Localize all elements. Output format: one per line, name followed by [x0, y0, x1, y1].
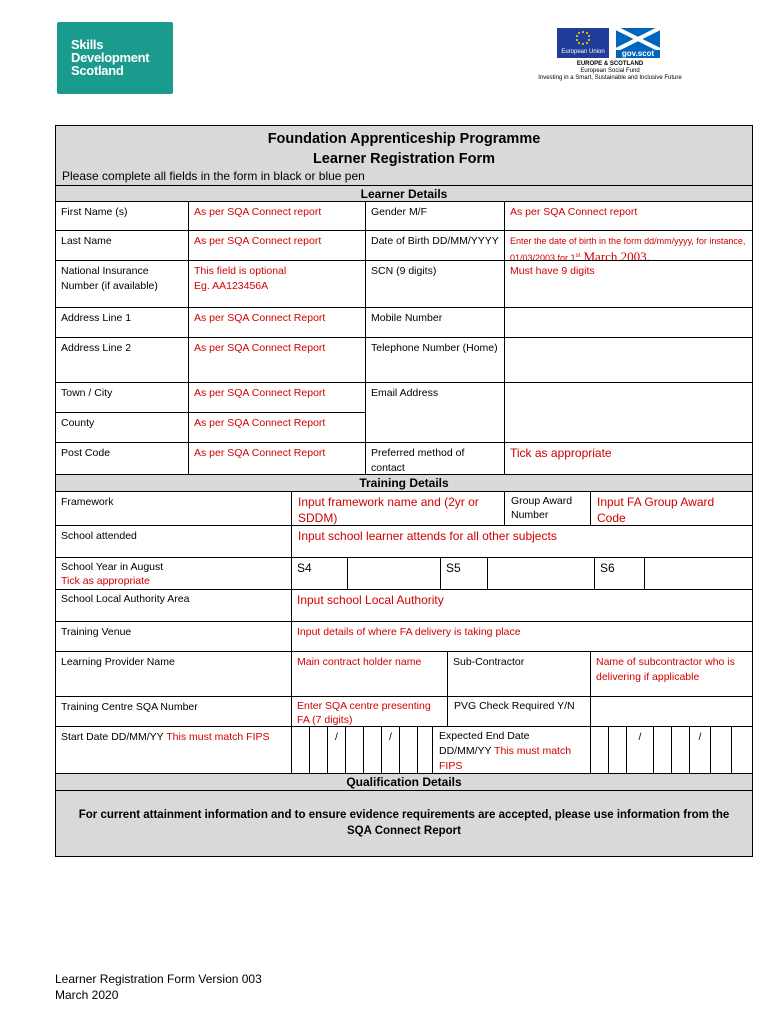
- school-year-text: School Year in August: [61, 561, 164, 573]
- last-name-label: Last Name: [55, 230, 189, 261]
- form-subtitle: Learner Registration Form: [312, 151, 496, 167]
- footer-date: March 2020: [55, 988, 119, 1002]
- county-field[interactable]: As per SQA Connect Report: [188, 412, 366, 443]
- scn-label: SCN (9 digits): [365, 260, 505, 308]
- footer-version: Learner Registration Form Version 003: [55, 972, 262, 986]
- end-date-text: Expected End Date DD/MM/YY: [439, 730, 530, 757]
- sds-logo-line: Development: [71, 50, 150, 65]
- esf-subtitle: European Social Fund: [580, 68, 640, 74]
- end-year-digit[interactable]: [710, 726, 732, 774]
- esf-tagline: Investing in a Smart, Sustainable and Inclusive Future: [538, 75, 682, 81]
- address2-label: Address Line 2: [55, 337, 189, 383]
- dob-field[interactable]: [504, 230, 753, 264]
- start-year-digit[interactable]: [417, 726, 433, 774]
- end-date-hint: This must match FIPS: [439, 745, 572, 772]
- start-day-digit[interactable]: [291, 726, 310, 774]
- start-date-label: [55, 726, 292, 774]
- sds-logo-line: Scotland: [71, 63, 124, 78]
- subcontractor-label: Sub-Contractor: [447, 651, 591, 697]
- address1-label: Address Line 1: [55, 307, 189, 338]
- dob-label: Date of Birth DD/MM/YYYY: [365, 230, 505, 261]
- form-instruction: Please complete all fields in the form in black or blue pen: [55, 168, 753, 186]
- centre-sqa-field[interactable]: Enter SQA centre presenting FA (7 digits): [291, 696, 448, 727]
- email-field[interactable]: [504, 382, 753, 443]
- s5-checkbox[interactable]: [487, 557, 595, 590]
- eu-flag-icon: [557, 28, 609, 58]
- eu-label: European Union: [561, 49, 605, 55]
- centre-sqa-label: Training Centre SQA Number: [55, 696, 292, 727]
- form-title: Foundation Apprenticeship Programme: [267, 131, 541, 147]
- address1-field[interactable]: As per SQA Connect Report: [188, 307, 366, 338]
- date-separator: /: [689, 726, 711, 774]
- pvg-label: PVG Check Required Y/N: [447, 696, 591, 727]
- preferred-contact-label: Preferred method of contact: [365, 442, 505, 475]
- dob-hint: Enter the date of birth in the form dd/mm/yyyy, for instance, 01/03/2003 for 1: [510, 236, 746, 263]
- telephone-field[interactable]: [504, 337, 753, 383]
- date-separator: /: [327, 726, 346, 774]
- date-separator: /: [626, 726, 654, 774]
- framework-label: Framework: [55, 491, 292, 526]
- s4-label: S4: [291, 557, 348, 590]
- provider-field[interactable]: Main contract holder name: [291, 651, 448, 697]
- training-details-header: Training Details: [55, 474, 753, 492]
- end-month-digit[interactable]: [671, 726, 690, 774]
- saltire-icon: [616, 28, 660, 58]
- ni-field[interactable]: [188, 260, 366, 308]
- date-separator: /: [381, 726, 400, 774]
- end-month-digit[interactable]: [653, 726, 672, 774]
- start-day-digit[interactable]: [309, 726, 328, 774]
- dob-hint-sup: st: [575, 253, 581, 259]
- end-day-digit[interactable]: [590, 726, 609, 774]
- s6-checkbox[interactable]: [644, 557, 753, 590]
- dob-hint-end: March 2003.: [580, 249, 650, 264]
- postcode-label: Post Code: [55, 442, 189, 475]
- school-la-label: School Local Authority Area: [55, 589, 292, 622]
- gender-label: Gender M/F: [365, 201, 505, 231]
- school-label: School attended: [55, 525, 292, 558]
- town-field[interactable]: As per SQA Connect Report: [188, 382, 366, 413]
- preferred-contact-field[interactable]: Tick as appropriate: [504, 442, 753, 475]
- mobile-field[interactable]: [504, 307, 753, 338]
- esf-title: EUROPE & SCOTLAND: [576, 61, 644, 67]
- start-date-text: Start Date DD/MM/YY: [61, 731, 167, 743]
- gov-scot-label: gov.scot: [621, 49, 655, 58]
- last-name-field[interactable]: As per SQA Connect report: [188, 230, 366, 261]
- start-year-digit[interactable]: [399, 726, 418, 774]
- ni-hint: This field is optional: [194, 265, 287, 277]
- qualification-header: Qualification Details: [55, 773, 753, 791]
- s5-label: S5: [440, 557, 488, 590]
- first-name-label: First Name (s): [55, 201, 189, 231]
- pvg-field[interactable]: [590, 696, 753, 727]
- first-name-field[interactable]: As per SQA Connect report: [188, 201, 366, 231]
- sds-logo-line: Skills: [71, 37, 104, 52]
- county-label: County: [55, 412, 189, 443]
- ni-label: National Insurance Number (if available): [55, 260, 189, 308]
- end-year-digit[interactable]: [731, 726, 753, 774]
- s6-label: S6: [594, 557, 645, 590]
- start-date-hint: This must match FIPS: [166, 731, 270, 743]
- school-year-hint: Tick as appropriate: [61, 575, 150, 587]
- end-date-label: [432, 726, 591, 774]
- postcode-field[interactable]: As per SQA Connect Report: [188, 442, 366, 475]
- venue-label: Training Venue: [55, 621, 292, 652]
- email-label: Email Address: [365, 382, 505, 443]
- mobile-label: Mobile Number: [365, 307, 505, 338]
- ni-example: Eg. AA123456A: [194, 280, 269, 292]
- qualification-note: For current attainment information and to ensure evidence requirements are accepted, please use information from the SQA Connect Report: [55, 790, 753, 857]
- school-la-field[interactable]: Input school Local Authority: [291, 589, 753, 622]
- provider-label: Learning Provider Name: [55, 651, 292, 697]
- start-month-digit[interactable]: [363, 726, 382, 774]
- school-year-label: [55, 557, 292, 590]
- town-label: Town / City: [55, 382, 189, 413]
- venue-field[interactable]: Input details of where FA delivery is taking place: [291, 621, 753, 652]
- group-award-label: Group Award Number: [504, 491, 591, 526]
- gender-field[interactable]: As per SQA Connect report: [504, 201, 753, 231]
- address2-field[interactable]: As per SQA Connect Report: [188, 337, 366, 383]
- s4-checkbox[interactable]: [347, 557, 441, 590]
- framework-field[interactable]: Input framework name and (2yr or SDDM): [291, 491, 505, 526]
- telephone-label: Telephone Number (Home): [365, 337, 505, 383]
- learner-details-header: Learner Details: [55, 185, 753, 202]
- end-day-digit[interactable]: [608, 726, 627, 774]
- subcontractor-field[interactable]: Name of subcontractor who is delivering if applicable: [590, 651, 753, 697]
- sds-logo: [57, 22, 173, 94]
- scn-field[interactable]: Must have 9 digits: [504, 260, 753, 308]
- group-award-field[interactable]: Input FA Group Award Code: [590, 491, 753, 526]
- school-field[interactable]: Input school learner attends for all other subjects: [291, 525, 753, 558]
- start-month-digit[interactable]: [345, 726, 364, 774]
